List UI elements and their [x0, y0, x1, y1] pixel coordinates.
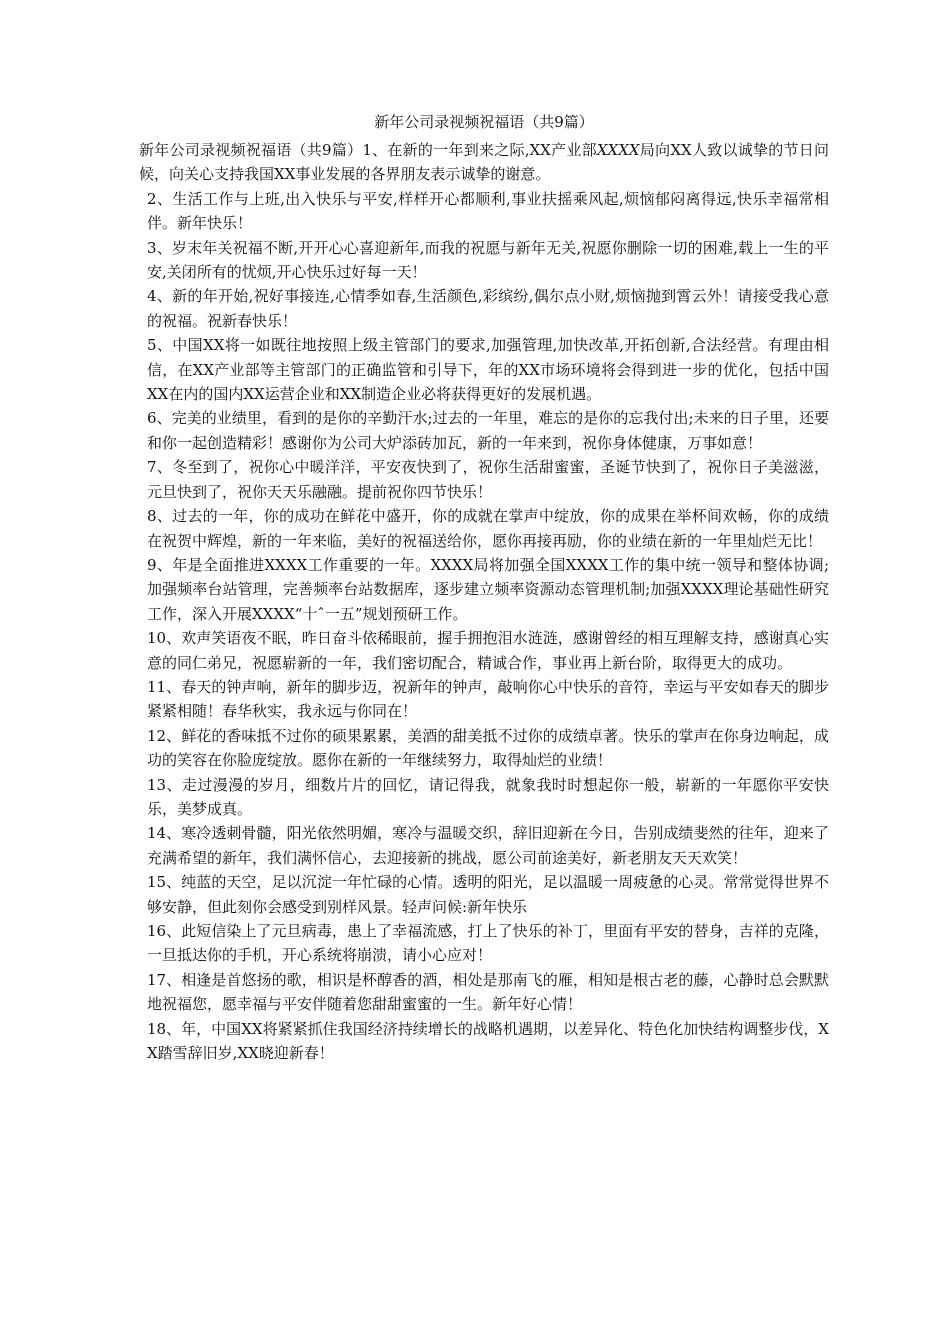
paragraph-7: 7、冬至到了，祝你心中暖洋洋，平安夜快到了，祝你生活甜蜜蜜，圣诞节快到了，祝你日子美滋滋，元旦快到了，祝你天天乐融融。提前祝你四节快乐！	[147, 458, 829, 501]
paragraph-18: 18、年，中国XX将紧紧抓住我国经济持续增长的战略机遇期，以差异化、特色化加快结构调整步伐，XX踏雪辞旧岁,XX晓迎新春！	[147, 1019, 829, 1063]
paragraph-14: 14、寒冷透刺骨髓，阳光依然明媚，寒冷与温暖交织，辞旧迎新在今日，告别成绩斐然的往年，迎来了充满希望的新年，我们满怀信心，去迎接新的挑战，愿公司前途美好，新老朋友天天欢笑！	[147, 824, 829, 867]
paragraph-15: 15、纯蓝的天空，足以沉淀一年忙碌的心情。透明的阳光，足以温暖一周疲惫的心灵。常常觉得世界不够安静，但此刻你会感受到别样风景。轻声问候:新年快乐	[147, 873, 829, 916]
paragraph-6: 6、完美的业绩里，看到的是你的辛勤汗水;过去的一年里，难忘的是你的忘我付出;未来的日子里，还要和你一起创造精彩！感谢你为公司大炉添砖加瓦，新的一年来到，祝你身体健康，万事如意！	[147, 409, 829, 452]
intro-text-prefix: 新年公司录视频祝福语（共9篇）1、在新的一年到来之际,XX产业部	[139, 141, 597, 159]
intro-paragraph	[139, 138, 829, 187]
paragraph-3: 3、岁末年关祝福不断,开开心心喜迎新年,而我的祝愿与新年无关,祝愿你删除一切的困难,载上一生的平安,关闭所有的忧烦,开心快乐过好每一天！	[147, 238, 829, 282]
paragraph-17: 17、相逢是首悠扬的歌，相识是杯醇香的酒，相处是那南飞的雁，相知是根古老的藤，心静时总会默默地祝福您，愿幸福与平安伴随着您甜甜蜜蜜的一生。新年好心情！	[147, 970, 829, 1014]
paragraph-11: 11、春天的钟声响，新年的脚步迈，祝新年的钟声，敲响你心中快乐的音符，幸运与平安如春天的脚步紧紧相随！春华秋实，我永远与你同在！	[147, 677, 829, 721]
paragraph-9: 9、年是全面推进XXXX工作重要的一年。XXXX局将加强全国XXXX工作的集中统一领导和整体协调;加强频率台站管理，完善频率台站数据库，逐步建立频率资源动态管理机制;加强XXXX理论基础性研究工作，深入开展XXXX“十ˆ一五”规划预研工作。	[147, 555, 829, 623]
paragraph-8: 8、过去的一年，你的成功在鲜花中盛开，你的成就在掌声中绽放，你的成果在举杯间欢畅，你的成绩在祝贺中辉煌，新的一年来临，美好的祝福送给你，愿你再接再励，你的业绩在新的一年里灿烂无比！	[147, 507, 829, 550]
paragraph-10: 10、欢声笑语夜不眠，昨日奋斗依稀眼前，握手拥抱泪水涟涟，感谢曾经的相互理解支持，感谢真心实意的同仁弟兄，祝愿崭新的一年，我们密切配合，精诚合作，事业再上新台阶，取得更大的成功。	[147, 629, 829, 672]
document-title: 新年公司录视频祝福语（共9篇）	[374, 113, 594, 131]
paragraph-4: 4、新的年开始,祝好事接连,心情季如春,生活颜色,彩缤纷,偶尔点小财,烦恼抛到霄云外！请接受我心意的祝福。祝新春快乐！	[147, 287, 829, 330]
intro-text-emphasis: XXXX	[596, 141, 640, 159]
paragraph-13: 13、走过漫漫的岁月，细数片片的回忆，请记得我，就象我时时想起你一般，崭新的一年愿你平安快乐，美梦成真。	[147, 775, 829, 818]
paragraph-12: 12、鲜花的香味抵不过你的硕果累累，美酒的甜美抵不过你的成绩卓著。快乐的掌声在你身边响起，成功的笑容在你脸庞绽放。愿你在新的一年继续努力，取得灿烂的业绩！	[147, 726, 829, 770]
intro-text-suffix: 局向XX人致以诚挚的节日问候，向关心支持我国XX事业发展的各界朋友表示诚挚的谢意。	[139, 141, 830, 184]
paragraph-5: 5、中国XX将一如既往地按照上级主管部门的要求,加强管理,加快改革,开拓创新,合法经营。有理由相信，在XX产业部等主管部门的正确监管和引导下，年的XX市场环境将会得到进一步的优化，包括中国XX在内的国内XX运营企业和XX制造企业必将获得更好的发展机遇。	[147, 336, 829, 404]
paragraph-2: 2、生活工作与上班,出入快乐与平安,样样开心都顺利,事业扶摇乘风起,烦恼郁闷离得远,快乐幸福常相伴。新年快乐！	[147, 189, 829, 233]
paragraph-16: 16、此短信染上了元旦病毒，患上了幸福流感，打上了快乐的补丁，里面有平安的替身，吉祥的克隆，一旦抵达你的手机，开心系统将崩溃，请小心应对！	[147, 922, 829, 965]
document-page	[139, 110, 829, 1065]
